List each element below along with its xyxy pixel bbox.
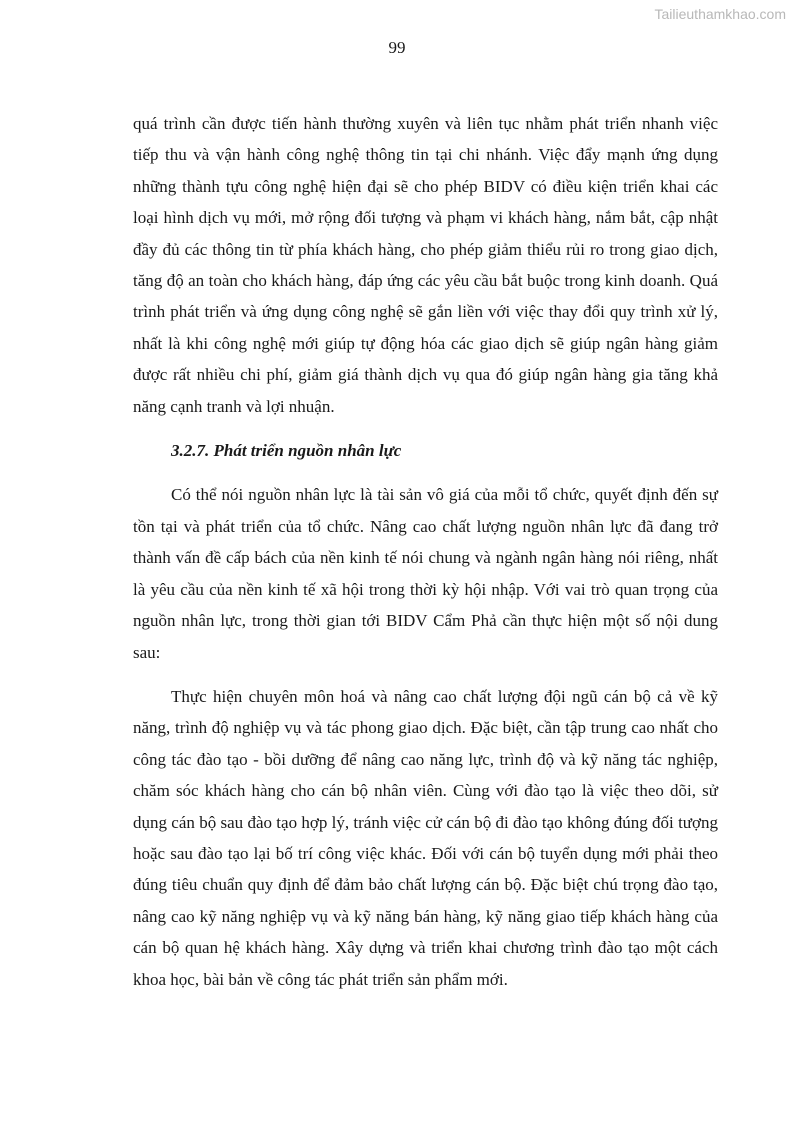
paragraph-training: Thực hiện chuyên môn hoá và nâng cao chất lượng đội ngũ cán bộ cả về kỹ năng, trình độ nghiệp vụ và tác phong giao dịch. Đặc biệt, cần tập trung cao nhất cho công tác đào tạo - bồi dưỡng để nâng cao năng lực, trình độ và kỹ năng tác nghiệp, chăm sóc khách hàng cho cán bộ nhân viên. Cùng với đào tạo là việc theo dõi, sử dụng cán bộ sau đào tạo hợp lý, tránh việc cử cán bộ đi đào tạo không đúng đối tượng hoặc sau đào tạo lại bố trí công việc khác. Đối với cán bộ tuyển dụng mới phải theo đúng tiêu chuẩn quy định để đảm bảo chất lượng cán bộ. Đặc biệt chú trọng đào tạo, nâng cao kỹ năng nghiệp vụ và kỹ năng bán hàng, kỹ năng giao tiếp khách hàng của cán bộ quan hệ khách hàng. Xây dựng và triển khai chương trình đào tạo một cách khoa học, bài bản về công tác phát triển sản phẩm mới.	[133, 686, 718, 989]
page-number: 99	[388, 38, 406, 57]
paragraph-human-resources-intro: Có thể nói nguồn nhân lực là tài sản vô giá của mỗi tổ chức, quyết định đến sự tồn tại và phát triển của tổ chức. Nâng cao chất lượng nguồn nhân lực đã đang trở thành vấn đề cấp bách của nền kinh tế nói chung và ngành ngân hàng nói riêng, nhất là yêu cầu của nền kinh tế xã hội trong thời kỳ hội nhập. Với vai trò quan trọng của nguồn nhân lực, trong thời gian tới BIDV Cẩm Phả cần thực hiện một số nội dung sau:	[133, 485, 718, 662]
paragraph-continuation: quá trình cần được tiến hành thường xuyên và liên tục nhằm phát triển nhanh việc tiếp thu và vận hành công nghệ thông tin tại chi nhánh. Việc đẩy mạnh ứng dụng những thành tựu công nghệ hiện đại sẽ cho phép BIDV có điều kiện triển khai các loại hình dịch vụ mới, mở rộng đối tượng và phạm vi khách hàng, nắm bắt, cập nhật đầy đủ các thông tin từ phía khách hàng, cho phép giảm thiểu rủi ro trong giao dịch, tăng độ an toàn cho khách hàng, đáp ứng các yêu cầu bắt buộc trong kinh doanh. Quá trình phát triển và ứng dụng công nghệ sẽ gắn liền với việc thay đổi quy trình xử lý, nhất là khi công nghệ mới giúp tự động hóa các giao dịch sẽ giúp ngân hàng giảm được rất nhiều chi phí, giảm giá thành dịch vụ qua đó giúp ngân hàng gia tăng khả năng cạnh tranh và lợi nhuận.	[133, 114, 718, 416]
document-body	[133, 108, 718, 995]
watermark: Tailieuthamkhao.com	[654, 6, 786, 22]
section-heading: 3.2.7. Phát triển nguồn nhân lực	[171, 441, 402, 461]
